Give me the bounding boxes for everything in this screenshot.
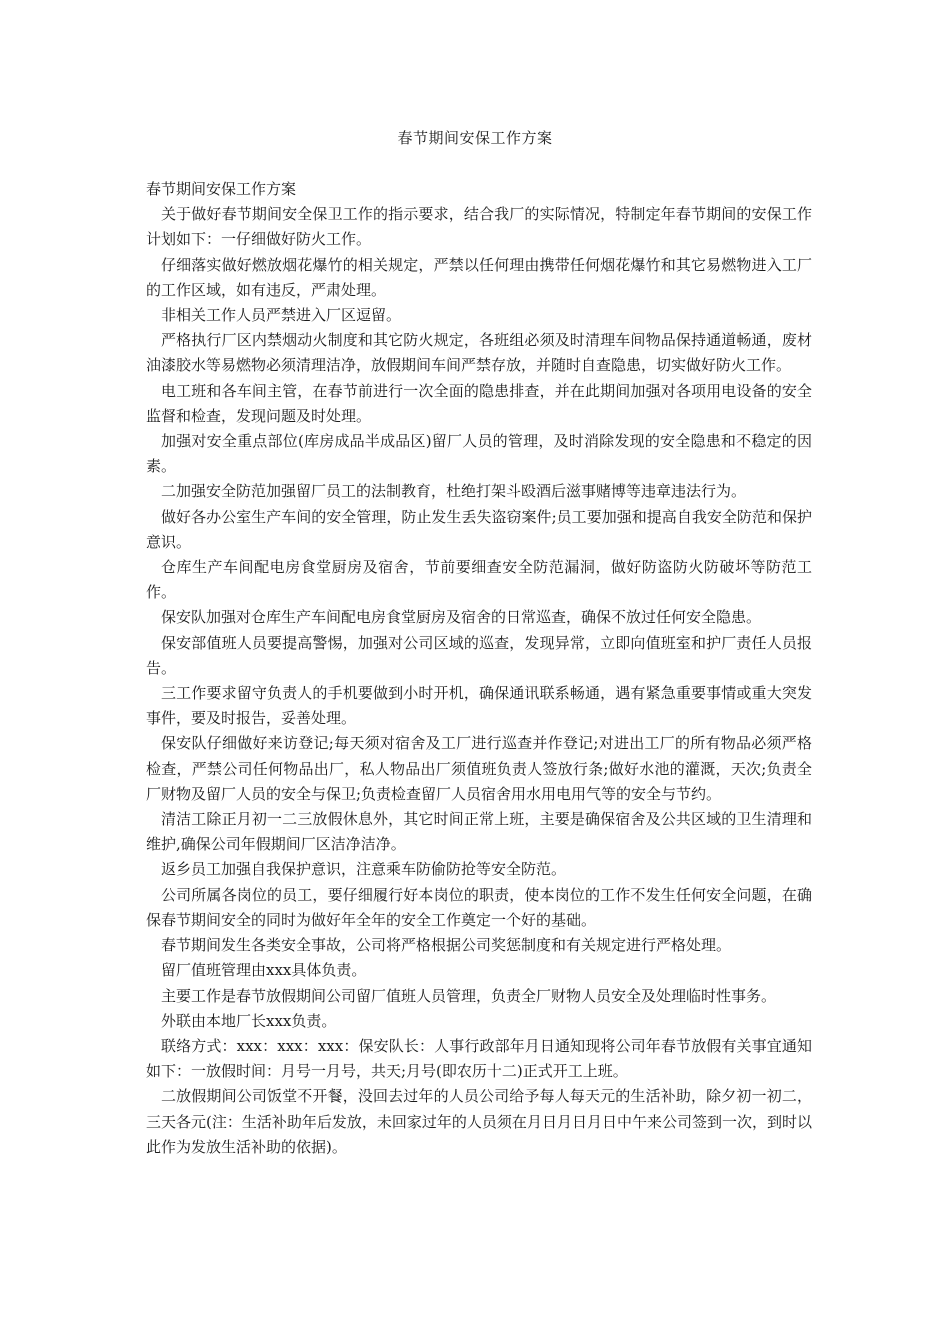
paragraph: 三工作要求留守负责人的手机要做到小时开机，确保通讯联系畅通，遇有紧急重要事情或重大突发事件，要及时报告，妥善处理。	[146, 684, 812, 728]
paragraph: 关于做好春节期间安全保卫工作的指示要求，结合我厂的实际情况，特制定年春节期间的安保工作计划如下：一仔细做好防火工作。	[146, 205, 812, 249]
paragraph: 非相关工作人员严禁进入厂区逗留。	[161, 306, 402, 325]
paragraph: 联络方式：xxx：xxx：xxx：保安队长：人事行政部年月日通知现将公司年春节放假有关事宜通知如下：一放假时间：月号一月号，共天;月号(即农历十二)正式开工上班。	[146, 1036, 812, 1081]
document-body	[146, 177, 812, 1160]
paragraph: 公司所属各岗位的员工，要仔细履行好本岗位的职责，使本岗位的工作不发生任何安全问题，在确保春节期间安全的同时为做好年全年的安全工作奠定一个好的基础。	[146, 885, 812, 929]
paragraph: 加强对安全重点部位(库房成品半成品区)留厂人员的管理，及时消除发现的安全隐患和不稳定的因素。	[146, 432, 812, 476]
paragraph: 电工班和各车间主管，在春节前进行一次全面的隐患排查，并在此期间加强对各项用电设备的安全监督和检查，发现问题及时处理。	[146, 381, 812, 425]
paragraph: 二放假期间公司饭堂不开餐，没回去过年的人员公司给予每人每天元的生活补助，除夕初一初二，三天各元(注：生活补助年后发放，未回家过年的人员须在月日月日月日中午来公司签到一次，到时以此作为发放生活补助的依据)。	[146, 1087, 812, 1156]
paragraph: 返乡员工加强自我保护意识，注意乘车防偷防抢等安全防范。	[161, 860, 567, 879]
paragraph: 仔细落实做好燃放烟花爆竹的相关规定，严禁以任何理由携带任何烟花爆竹和其它易燃物进入工厂的工作区域，如有违反，严肃处理。	[146, 255, 812, 299]
paragraph: 留厂值班管理由xxx具体负责。	[161, 961, 367, 980]
paragraph: 保安队仔细做好来访登记;每天须对宿舍及工厂进行巡查并作登记;对进出工厂的所有物品必须严格检查，严禁公司任何物品出厂，私人物品出厂须值班负责人签放行条;做好水池的灌溉，天次;负责全厂财物及留厂人员的安全与保卫;负责检查留厂人员宿舍用水用电用气等的安全与节约。	[146, 734, 812, 803]
paragraph: 仓库生产车间配电房食堂厨房及宿舍，节前要细查安全防范漏洞，做好防盗防火防破坏等防范工作。	[146, 558, 812, 602]
document-title: 春节期间安保工作方案	[397, 129, 553, 147]
paragraph: 外联由本地厂长xxx负责。	[161, 1011, 337, 1030]
paragraph: 二加强安全防范加强留厂员工的法制教育，杜绝打架斗殴酒后滋事赌博等违章违法行为。	[161, 482, 747, 501]
document-subtitle: 春节期间安保工作方案	[146, 180, 297, 198]
paragraph: 严格执行厂区内禁烟动火制度和其它防火规定，各班组必须及时清理车间物品保持通道畅通，废材油漆胶水等易燃物必须清理洁净，放假期间车间严禁存放，并随时自查隐患，切实做好防火工作。	[146, 331, 812, 375]
paragraph: 主要工作是春节放假期间公司留厂值班人员管理，负责全厂财物人员安全及处理临时性事务。	[161, 986, 777, 1005]
paragraph: 保安队加强对仓库生产车间配电房食堂厨房及宿舍的日常巡查，确保不放过任何安全隐患。	[161, 608, 762, 627]
paragraph: 春节期间发生各类安全事故，公司将严格根据公司奖惩制度和有关规定进行严格处理。	[161, 936, 732, 955]
paragraph: 保安部值班人员要提高警惕，加强对公司区域的巡查，发现异常，立即向值班室和护厂责任人员报告。	[146, 633, 812, 677]
paragraph: 做好各办公室生产车间的安全管理，防止发生丢失盗窃案件;员工要加强和提高自我安全防范和保护意识。	[146, 507, 812, 551]
paragraph: 清洁工除正月初一二三放假休息外，其它时间正常上班，主要是确保宿舍及公共区域的卫生清理和维护,确保公司年假期间厂区洁净洁净。	[146, 810, 812, 854]
